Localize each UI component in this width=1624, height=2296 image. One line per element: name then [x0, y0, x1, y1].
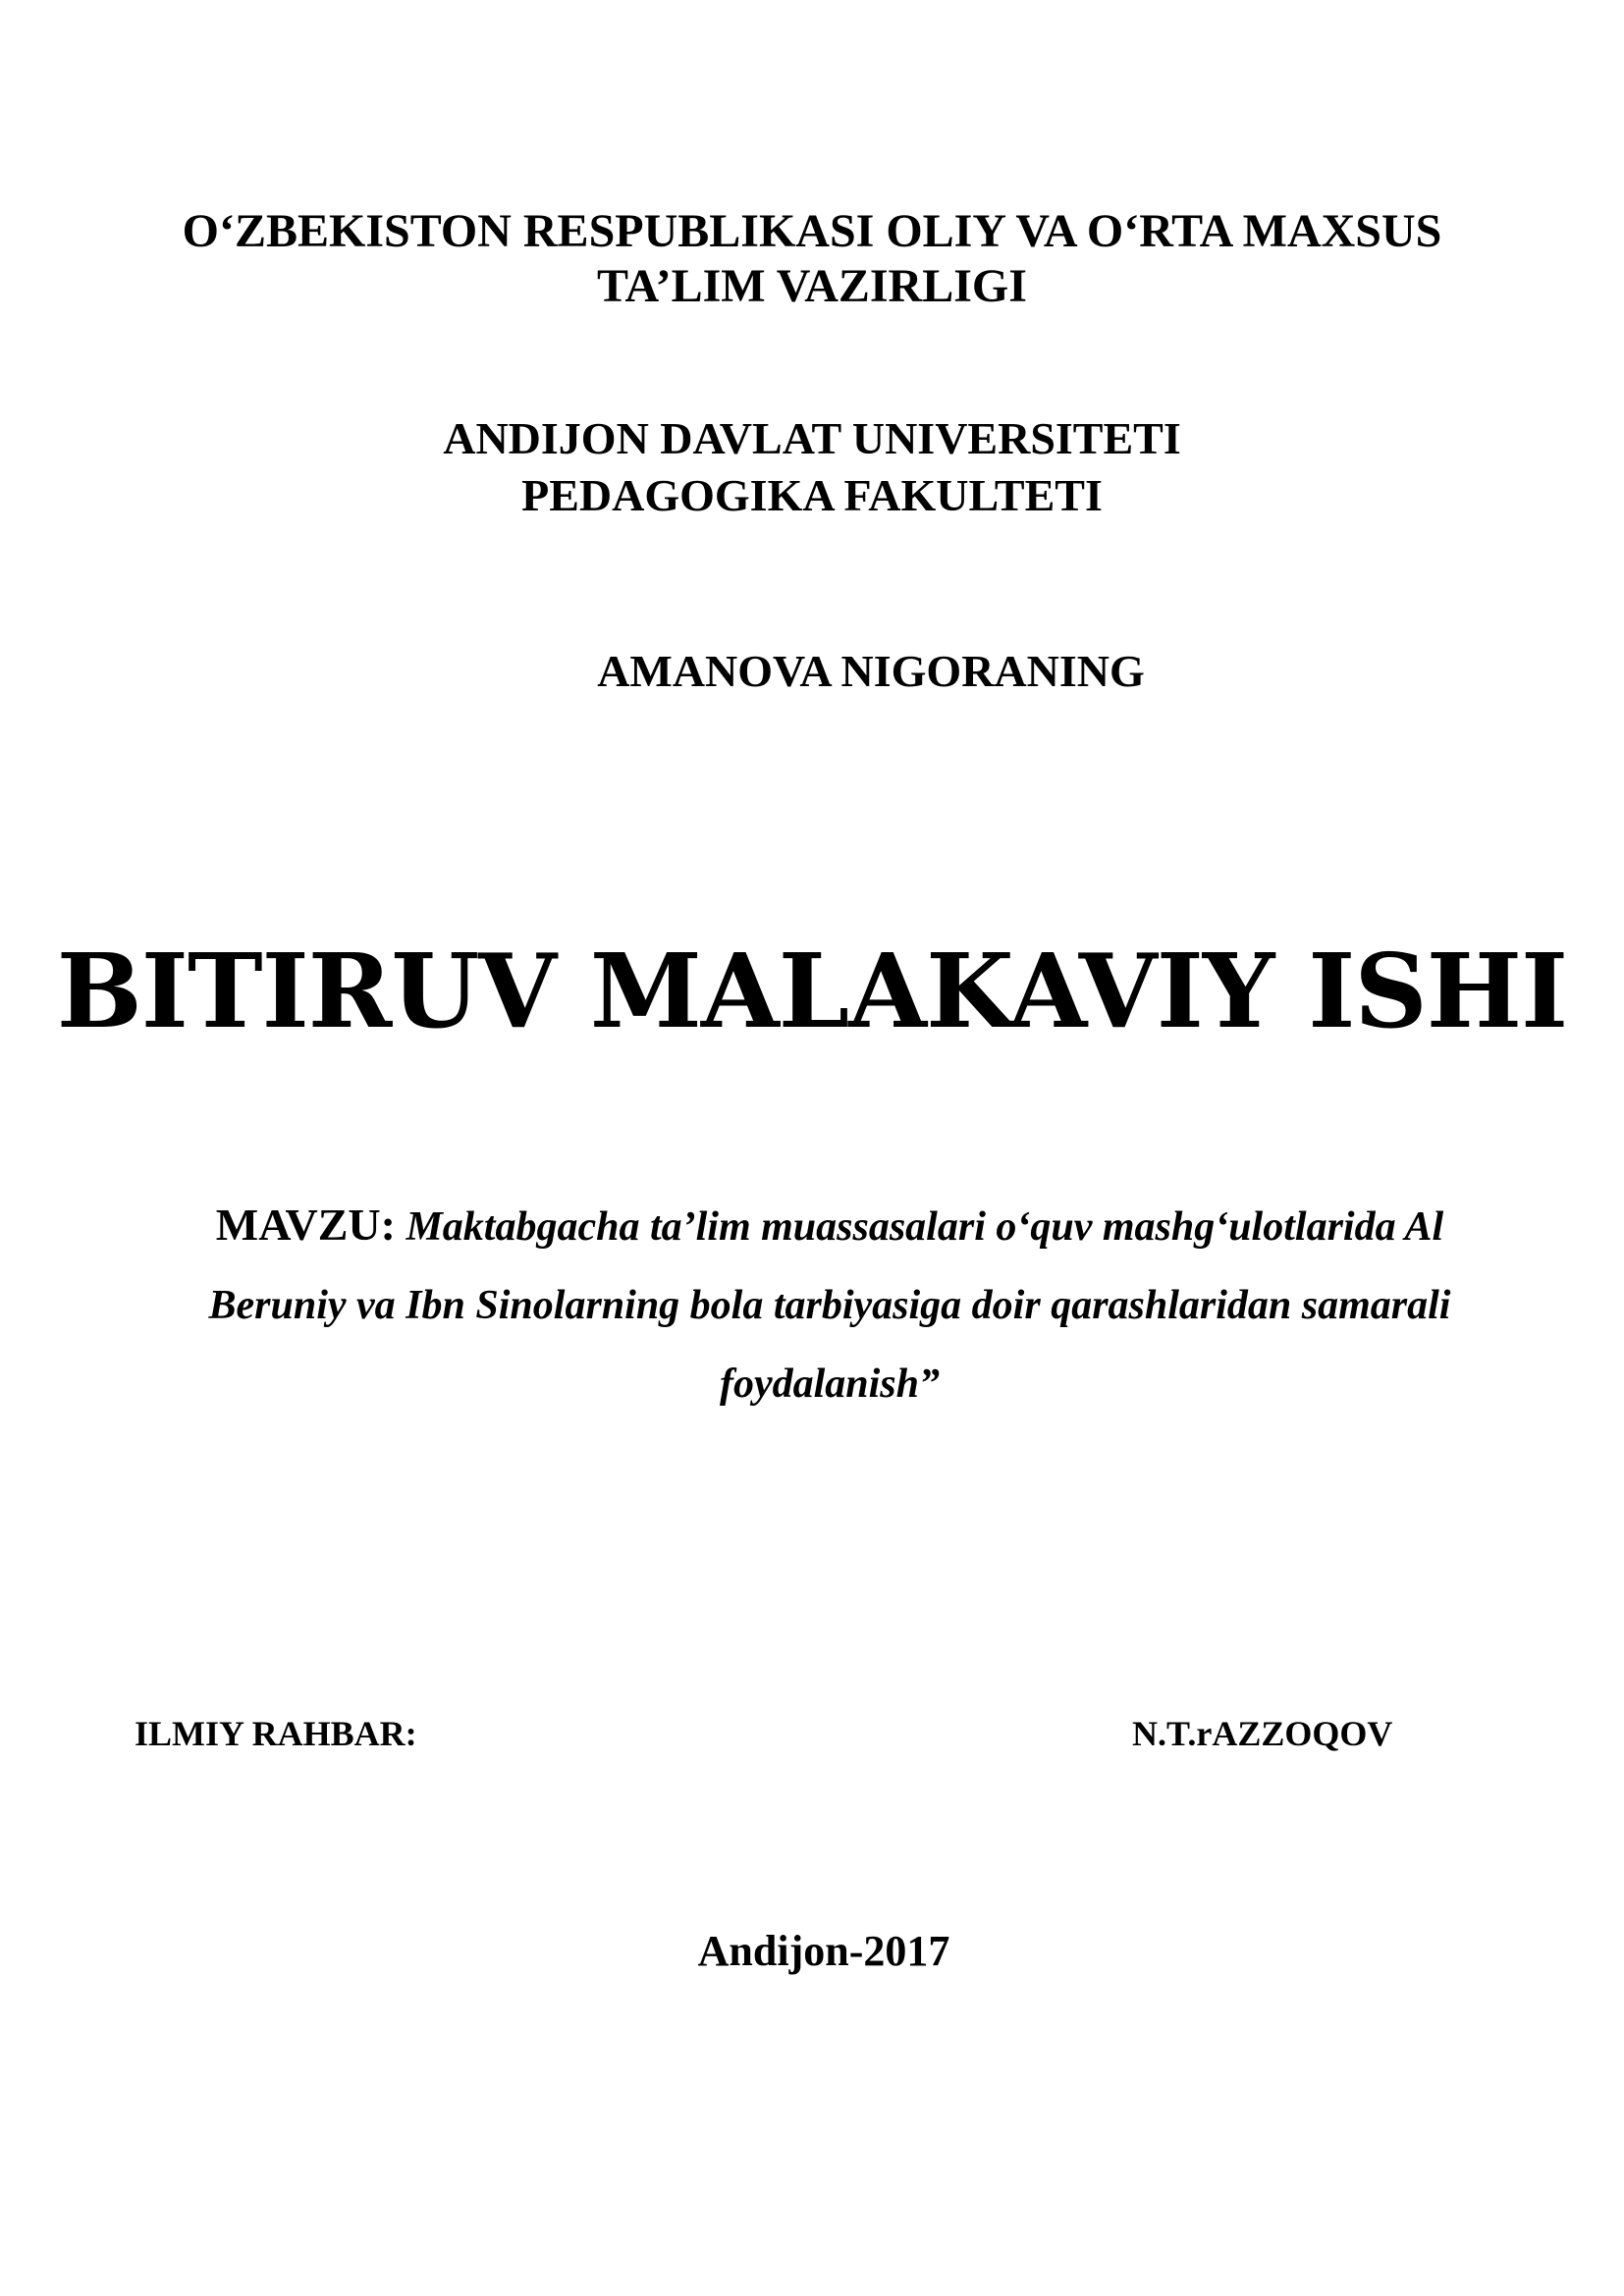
topic-label: MAVZU:: [215, 1200, 396, 1250]
faculty-name: PEDAGOGIKA FAKULTETI: [521, 470, 1103, 520]
ministry-line-2: TA’LIM VAZIRLIGI: [597, 260, 1027, 312]
ministry-line-1: O‘ZBEKISTON RESPUBLIKASI OLIY VA O‘RTA MAXSUS: [182, 205, 1442, 257]
university-heading: [0, 410, 1624, 524]
place-year: Andijon-2017: [697, 1927, 950, 1975]
work-title: BITIRUV MALAKAVIY ISHI: [56, 931, 1568, 1051]
student-name: AMANOVA NIGORANING: [597, 646, 1145, 696]
ministry-heading: [0, 204, 1624, 314]
supervisor-row: [0, 1706, 1624, 1761]
university-name: ANDIJON DAVLAT UNIVERSITETI: [443, 413, 1181, 463]
topic-text: Maktabgacha ta’lim muassasalari o‘quv mashg‘ulotlarida Al Beruniy va Ibn Sinolarning bola tarbiyasiga doir qarashlaridan samarali foydalanish”: [208, 1204, 1451, 1407]
topic-paragraph: [157, 1186, 1502, 1423]
supervisor-name: N.T.rAZZOQOV: [1132, 1714, 1393, 1753]
supervisor-label: ILMIY RAHBAR:: [135, 1714, 417, 1753]
